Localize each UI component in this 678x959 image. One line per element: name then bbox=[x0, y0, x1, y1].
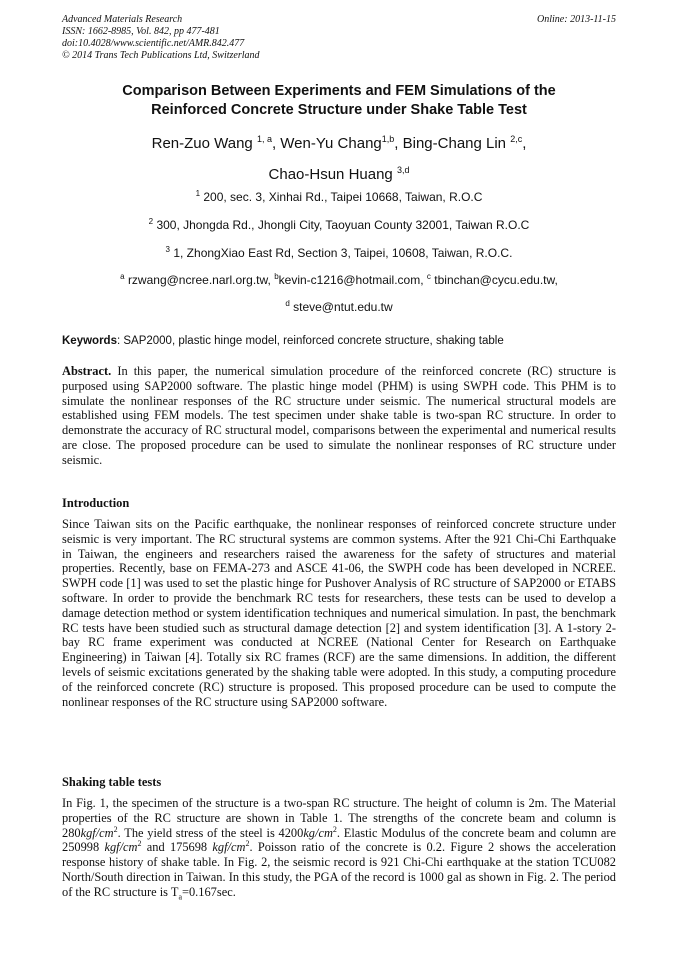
affil-address: 300, Jhongda Rd., Jhongli City, Taoyuan County 32001, Taiwan R.O.C bbox=[156, 218, 530, 232]
email-address[interactable]: rzwang@ncree.narl.org.tw, bbox=[127, 273, 271, 287]
issn-line: ISSN: 1662-8985, Vol. 842, pp 477-481 bbox=[62, 26, 220, 37]
author-line-1: Ren-Zuo Wang $^{1, a}$, Wen-Yu Chang$^{1,b}$, Bing-Chang Lin $^{2,c}$, bbox=[151, 134, 527, 152]
shaking-text-part: =0.167sec. bbox=[182, 884, 236, 899]
introduction-text: Since Taiwan sits on the Pacific earthquake, the nonlinear responses of reinforced concrete structure under seismic is very important. The RC structural systems are common systems. After the 921 Chi-Chi Earthquake in Taiwan, the engineers and researchers raised the awareness for the safety of structures and material properties. Recently, base on FEMA-273 and ASCE 41-06, the SWPH code has been developed in NCREE. SWPH code [1] was used to set the plastic hinge for Pushover Analysis of RC structure of SAP2000 or ETABS software. In order to provide the benchmark RC tests for researchers, these tests can be used to develop a damage detection method or system identification techniques and numerical simulation. In past, the benchmark RC tests have been studied such as structural damage detection [2] and system identification [3]. A 1-story 2-bay RC frame experiment was conducted at NCREE (National Center for Research on Earthquake Engineering) in Taiwan [4]. Totally six RC frames (RCF) are the same dimensions. In addition, the different levels of seismic excitations generated by the shaking table were adopted. In this study, a computing procedure of the reinforced concrete (RC) structure is proposed. This proposed procedure can be used to compute the nonlinear responses of the RC structure using SAP2000 software. bbox=[62, 517, 616, 709]
shaking-text-part: . Poisson ratio of the concrete is 0.2. Figure 2 shows the acceleration response history of shake table. In Fig. 2, the seismic record is 921 Chi-Chi earthquake at the station TCU082 North/South direction in Taiwan. In this study, the PGA of the record is 1000 gal as shown in Fig. 2. The period of the RC structure is T bbox=[62, 840, 616, 899]
shaking-text-part: . The yield stress of the steel is 4200 bbox=[117, 825, 304, 840]
affiliation-3 bbox=[40, 242, 638, 261]
copyright-line: © 2014 Trans Tech Publications Ltd, Switzerland bbox=[62, 50, 260, 61]
exponent: 2 bbox=[113, 824, 118, 834]
affil-mark: 1 bbox=[195, 189, 201, 198]
author-list bbox=[40, 126, 638, 188]
email-address[interactable]: kevin-c1216@hotmail.com, bbox=[278, 273, 424, 287]
keywords bbox=[62, 334, 616, 348]
author-name: Wen-Yu Chang bbox=[280, 135, 382, 152]
shaking-heading: Shaking table tests bbox=[62, 775, 162, 789]
exponent: 2 bbox=[137, 839, 142, 849]
shaking-text bbox=[62, 796, 616, 900]
abstract bbox=[62, 364, 616, 468]
keywords-label: Keywords bbox=[62, 335, 117, 347]
shaking-text-part: In Fig. 1, the specimen of the structure is a two-span RC structure. The height of column is 2m. The Material properties of the RC structure are shown in Table 1. The strengths of the concrete beam and column is 280 bbox=[62, 796, 616, 840]
affil-address: 200, sec. 3, Xinhai Rd., Taipei 10668, Taiwan, R.O.C bbox=[203, 190, 483, 204]
author-line-2 bbox=[40, 157, 638, 188]
unit-text: kgf/cm bbox=[212, 840, 246, 855]
journal-header bbox=[62, 14, 616, 62]
keywords-text: : SAP2000, plastic hinge model, reinforced concrete structure, shaking table bbox=[116, 335, 504, 347]
email-mark: a bbox=[120, 272, 125, 281]
affiliation-1 bbox=[40, 186, 638, 205]
author-name: Bing-Chang Lin bbox=[402, 135, 507, 152]
author-affil-mark: 1,b bbox=[381, 134, 395, 144]
paper-title bbox=[40, 82, 638, 120]
unit-text: kgf/cm bbox=[104, 840, 138, 855]
online-date: Online: 2013-11-15 bbox=[537, 14, 616, 25]
email-mark: c bbox=[426, 272, 431, 281]
affil-address: 1, ZhongXiao East Rd, Section 3, Taipei, 10608, Taiwan, R.O.C. bbox=[173, 246, 513, 260]
email-mark: b bbox=[274, 272, 279, 281]
unit-text: kg/cm bbox=[303, 825, 333, 840]
email-address[interactable]: tbinchan@cycu.edu.tw, bbox=[434, 273, 558, 287]
abstract-label: Abstract. bbox=[62, 364, 112, 378]
title-line-1: Comparison Between Experiments and FEM Simulations of the bbox=[122, 83, 556, 99]
email-mark: d bbox=[285, 299, 290, 308]
subscript: a bbox=[178, 892, 182, 902]
email-address[interactable]: steve@ntut.edu.tw bbox=[293, 300, 393, 314]
shaking-text-part: . Elastic Modulus of the concrete beam and column are 250998 bbox=[62, 825, 616, 855]
unit-text: kgf/cm bbox=[80, 825, 114, 840]
abstract-text: In this paper, the numerical simulation procedure of the reinforced concrete (RC) structure is purposed using SAP2000 software. The plastic hinge model (PHM) is using SWPH code. This PHM is to simulate the nonlinear responses of the RC structure under seismic. The numerical structural models are established using FEM models. The test specimen under shake table is two-span RC structure. In order to demonstrate the accuracy of RC structural model, comparisons between the experimental and numerical results are close. The proposed procedure can be used to simulate the nonlinear responses of RC structure under seismic. bbox=[62, 364, 616, 467]
exponent: 2 bbox=[332, 824, 337, 834]
affiliation-2 bbox=[40, 214, 638, 233]
author-affil-mark: 2,c bbox=[510, 134, 523, 144]
author-name: Chao-Hsun Huang bbox=[268, 166, 393, 183]
author-name: Ren-Zuo Wang bbox=[151, 135, 253, 152]
doi-line: doi:10.4028/www.scientific.net/AMR.842.477 bbox=[62, 38, 245, 49]
title-line-2: Reinforced Concrete Structure under Shake Table Test bbox=[151, 102, 527, 118]
email-line-2 bbox=[40, 296, 638, 315]
introduction-heading: Introduction bbox=[62, 496, 130, 510]
affil-mark: 2 bbox=[148, 217, 154, 226]
author-affil-mark: 3,d bbox=[396, 165, 410, 175]
exponent: 2 bbox=[245, 839, 250, 849]
journal-name: Advanced Materials Research bbox=[62, 14, 183, 25]
email-line-1 bbox=[40, 269, 638, 288]
shaking-text-part: and 175698 bbox=[141, 840, 213, 855]
affil-mark: 3 bbox=[165, 245, 170, 254]
author-affil-mark: 1, a bbox=[256, 134, 272, 144]
